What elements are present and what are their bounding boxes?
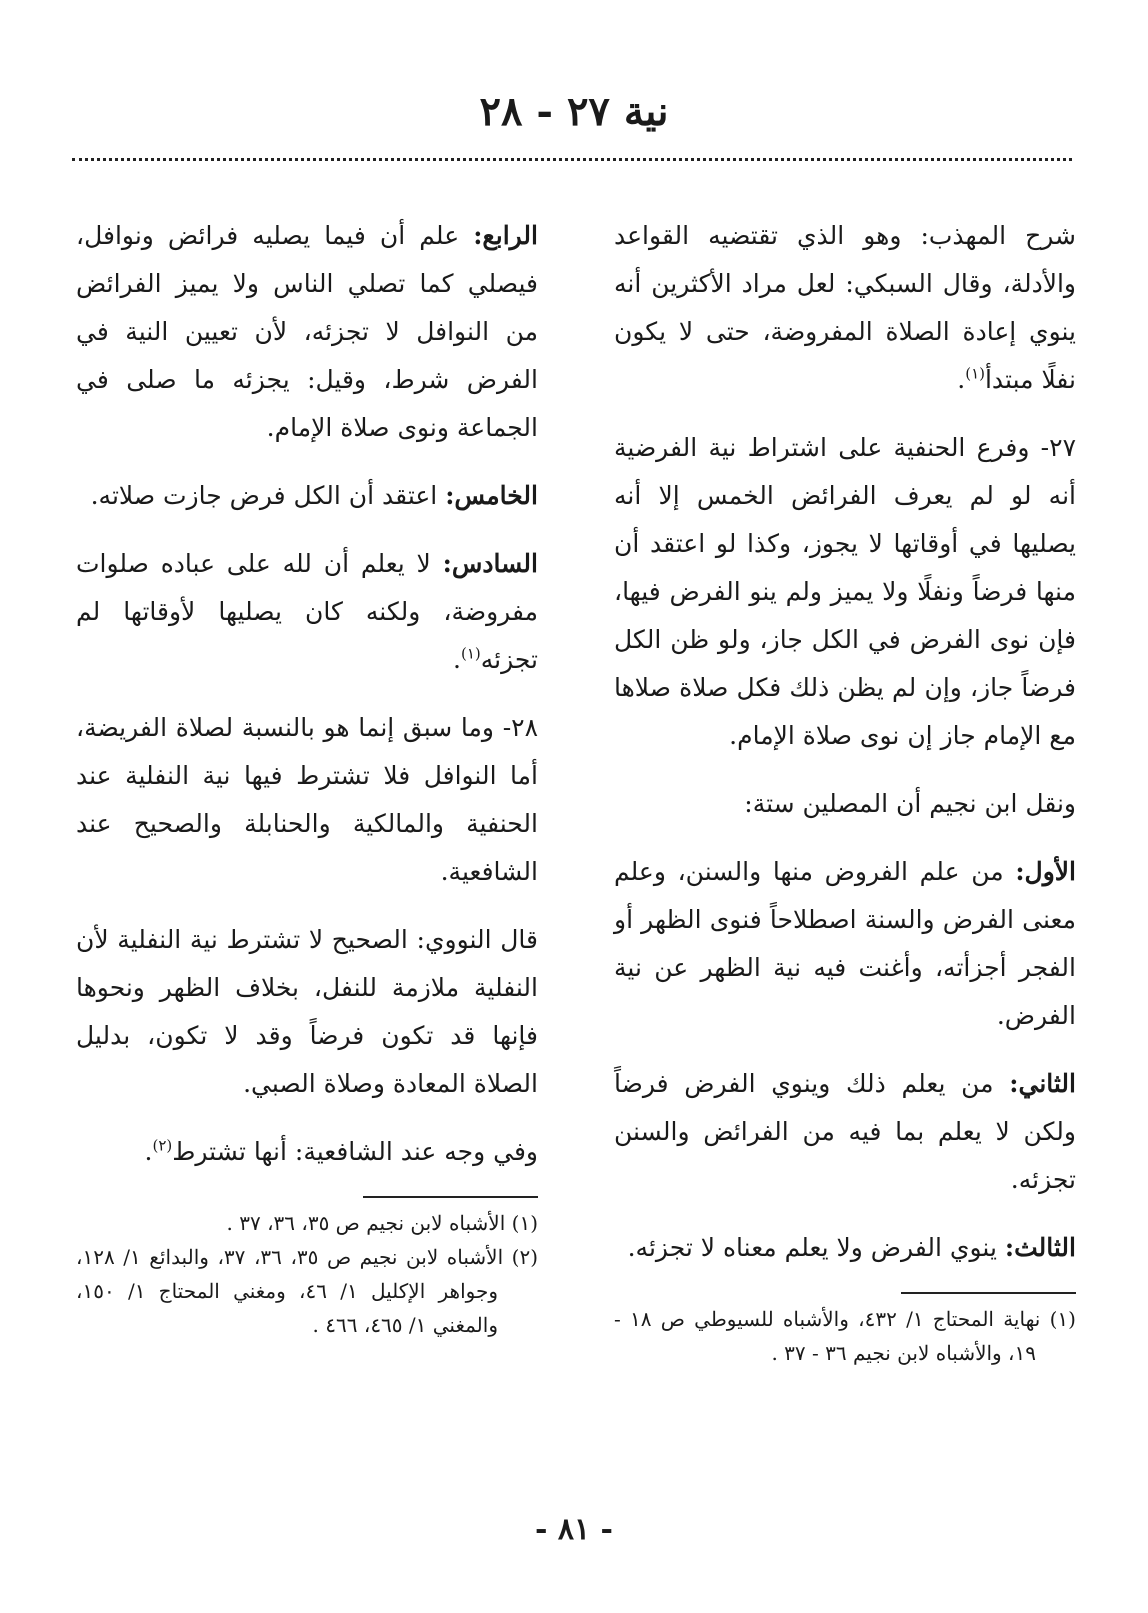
paragraph-lead: الثاني:	[1009, 1069, 1076, 1098]
page-number: - ٨١ -	[534, 1512, 614, 1547]
footnote: (١) الأشباه لابن نجيم ص ٣٥، ٣٦، ٣٧ .	[226, 1211, 538, 1235]
right-column	[614, 212, 1076, 1370]
header-dotted-rule	[72, 158, 1072, 161]
paragraph-text: شرح المهذب: وهو الذي تقتضيه القواعد والأدلة، وقال السبكي: لعل مراد الأكثرين أنه ينوي إعادة الصلاة المفروضة، حتى لا يكون نفلًا مبتدأ	[614, 221, 1076, 394]
paragraph-lead: الخامس:	[445, 481, 538, 510]
paragraph-text: اعتقد أن الكل فرض جازت صلاته.	[90, 481, 446, 510]
paragraph-text: علم أن فيما يصليه فرائض ونوافل، فيصلي كما تصلي الناس ولا يميز الفرائض من النوافل لا تجزئه، لأن تعيين النية في الفرض شرط، وقيل: يجزئه ما صلى في الجماعة ونوى صلاة الإمام.	[76, 221, 538, 442]
footnote-ref: (٢)	[152, 1136, 173, 1155]
paragraph	[614, 212, 1076, 404]
paragraph-text: من يعلم ذلك وينوي الفرض فرضاً ولكن لا يعلم بما فيه من الفرائض والسنن تجزئه.	[614, 1069, 1076, 1194]
paragraph-text: لا يعلم أن لله على عباده صلوات مفروضة، ولكنه كان يصليها لأوقاتها لم تجزئه	[76, 549, 538, 674]
paragraph-end: .	[957, 365, 966, 394]
paragraph	[76, 1128, 538, 1176]
paragraph	[614, 848, 1076, 1040]
left-column	[76, 212, 538, 1342]
footnote-ref: (١)	[460, 644, 481, 663]
footnote-separator	[363, 1196, 538, 1198]
paragraph: ونقل ابن نجيم أن المصلين ستة:	[744, 789, 1076, 818]
paragraph	[76, 212, 538, 452]
paragraph-text: ينوي الفرض ولا يعلم معناه لا تجزئه.	[627, 1233, 1005, 1262]
paragraph-end: .	[144, 1137, 153, 1166]
paragraph: ٢٨- وما سبق إنما هو بالنسبة لصلاة الفريضة، أما النوافل فلا تشترط فيها نية النفلية عند الحنفية والمالكية والحنابلة والصحيح عند الشافعية.	[76, 713, 538, 886]
paragraph-text: وفي وجه عند الشافعية: أنها تشترط	[172, 1137, 538, 1166]
paragraph	[614, 1060, 1076, 1204]
paragraph-lead: الثالث:	[1004, 1233, 1076, 1262]
footnote: (٢) الأشباه لابن نجيم ص ٣٥، ٣٦، ٣٧، والبدائع ١/ ١٢٨، وجواهر الإكليل ١/ ٤٦، ومغني المحتاج ١/ ١٥٠، والمغني ١/ ٤٦٥، ٤٦٦ .	[76, 1245, 539, 1337]
paragraph-lead: السادس:	[442, 549, 538, 578]
paragraph: قال النووي: الصحيح لا تشترط نية النفلية لأن النفلية ملازمة للنفل، بخلاف الظهر ونحوها فإنها قد تكون فرضاً وقد لا تكون، بدليل الصلاة المعادة وصلاة الصبي.	[76, 925, 538, 1098]
footnote-separator	[901, 1292, 1076, 1294]
paragraph-lead: الأول:	[1015, 857, 1076, 886]
paragraph	[614, 1224, 1076, 1272]
paragraph: ٢٧- وفرع الحنفية على اشتراط نية الفرضية أنه لو لم يعرف الفرائض الخمس إلا أنه يصليها في أوقاتها لا يجوز، وكذا لو اعتقد أن منها فرضاً ونفلًا ولا يميز ولم ينو الفرض فيها، فإن نوى الفرض في الكل جاز، ولو ظن الكل فرضاً جاز، وإن لم يظن ذلك فكل صلاة صلاها مع الإمام جاز إن نوى صلاة الإمام.	[614, 433, 1076, 750]
paragraph-end: .	[453, 645, 461, 674]
footnote: (١) نهاية المحتاج ١/ ٤٣٢، والأشباه للسيوطي ص ١٨ - ١٩، والأشباه لابن نجيم ٣٦ - ٣٧ .	[614, 1307, 1076, 1365]
footnote-ref: (١)	[965, 364, 985, 383]
paragraph-lead: الرابع:	[473, 221, 538, 250]
paragraph-text: من علم الفروض منها والسنن، وعلم معنى الفرض والسنة اصطلاحاً فنوى الظهر أو الفجر أجزأته، وأغنت فيه نية الظهر عن نية الفرض.	[614, 857, 1076, 1030]
page-title: نية ٢٧ - ٢٨	[479, 88, 669, 135]
paragraph	[76, 472, 538, 520]
paragraph	[76, 540, 538, 684]
